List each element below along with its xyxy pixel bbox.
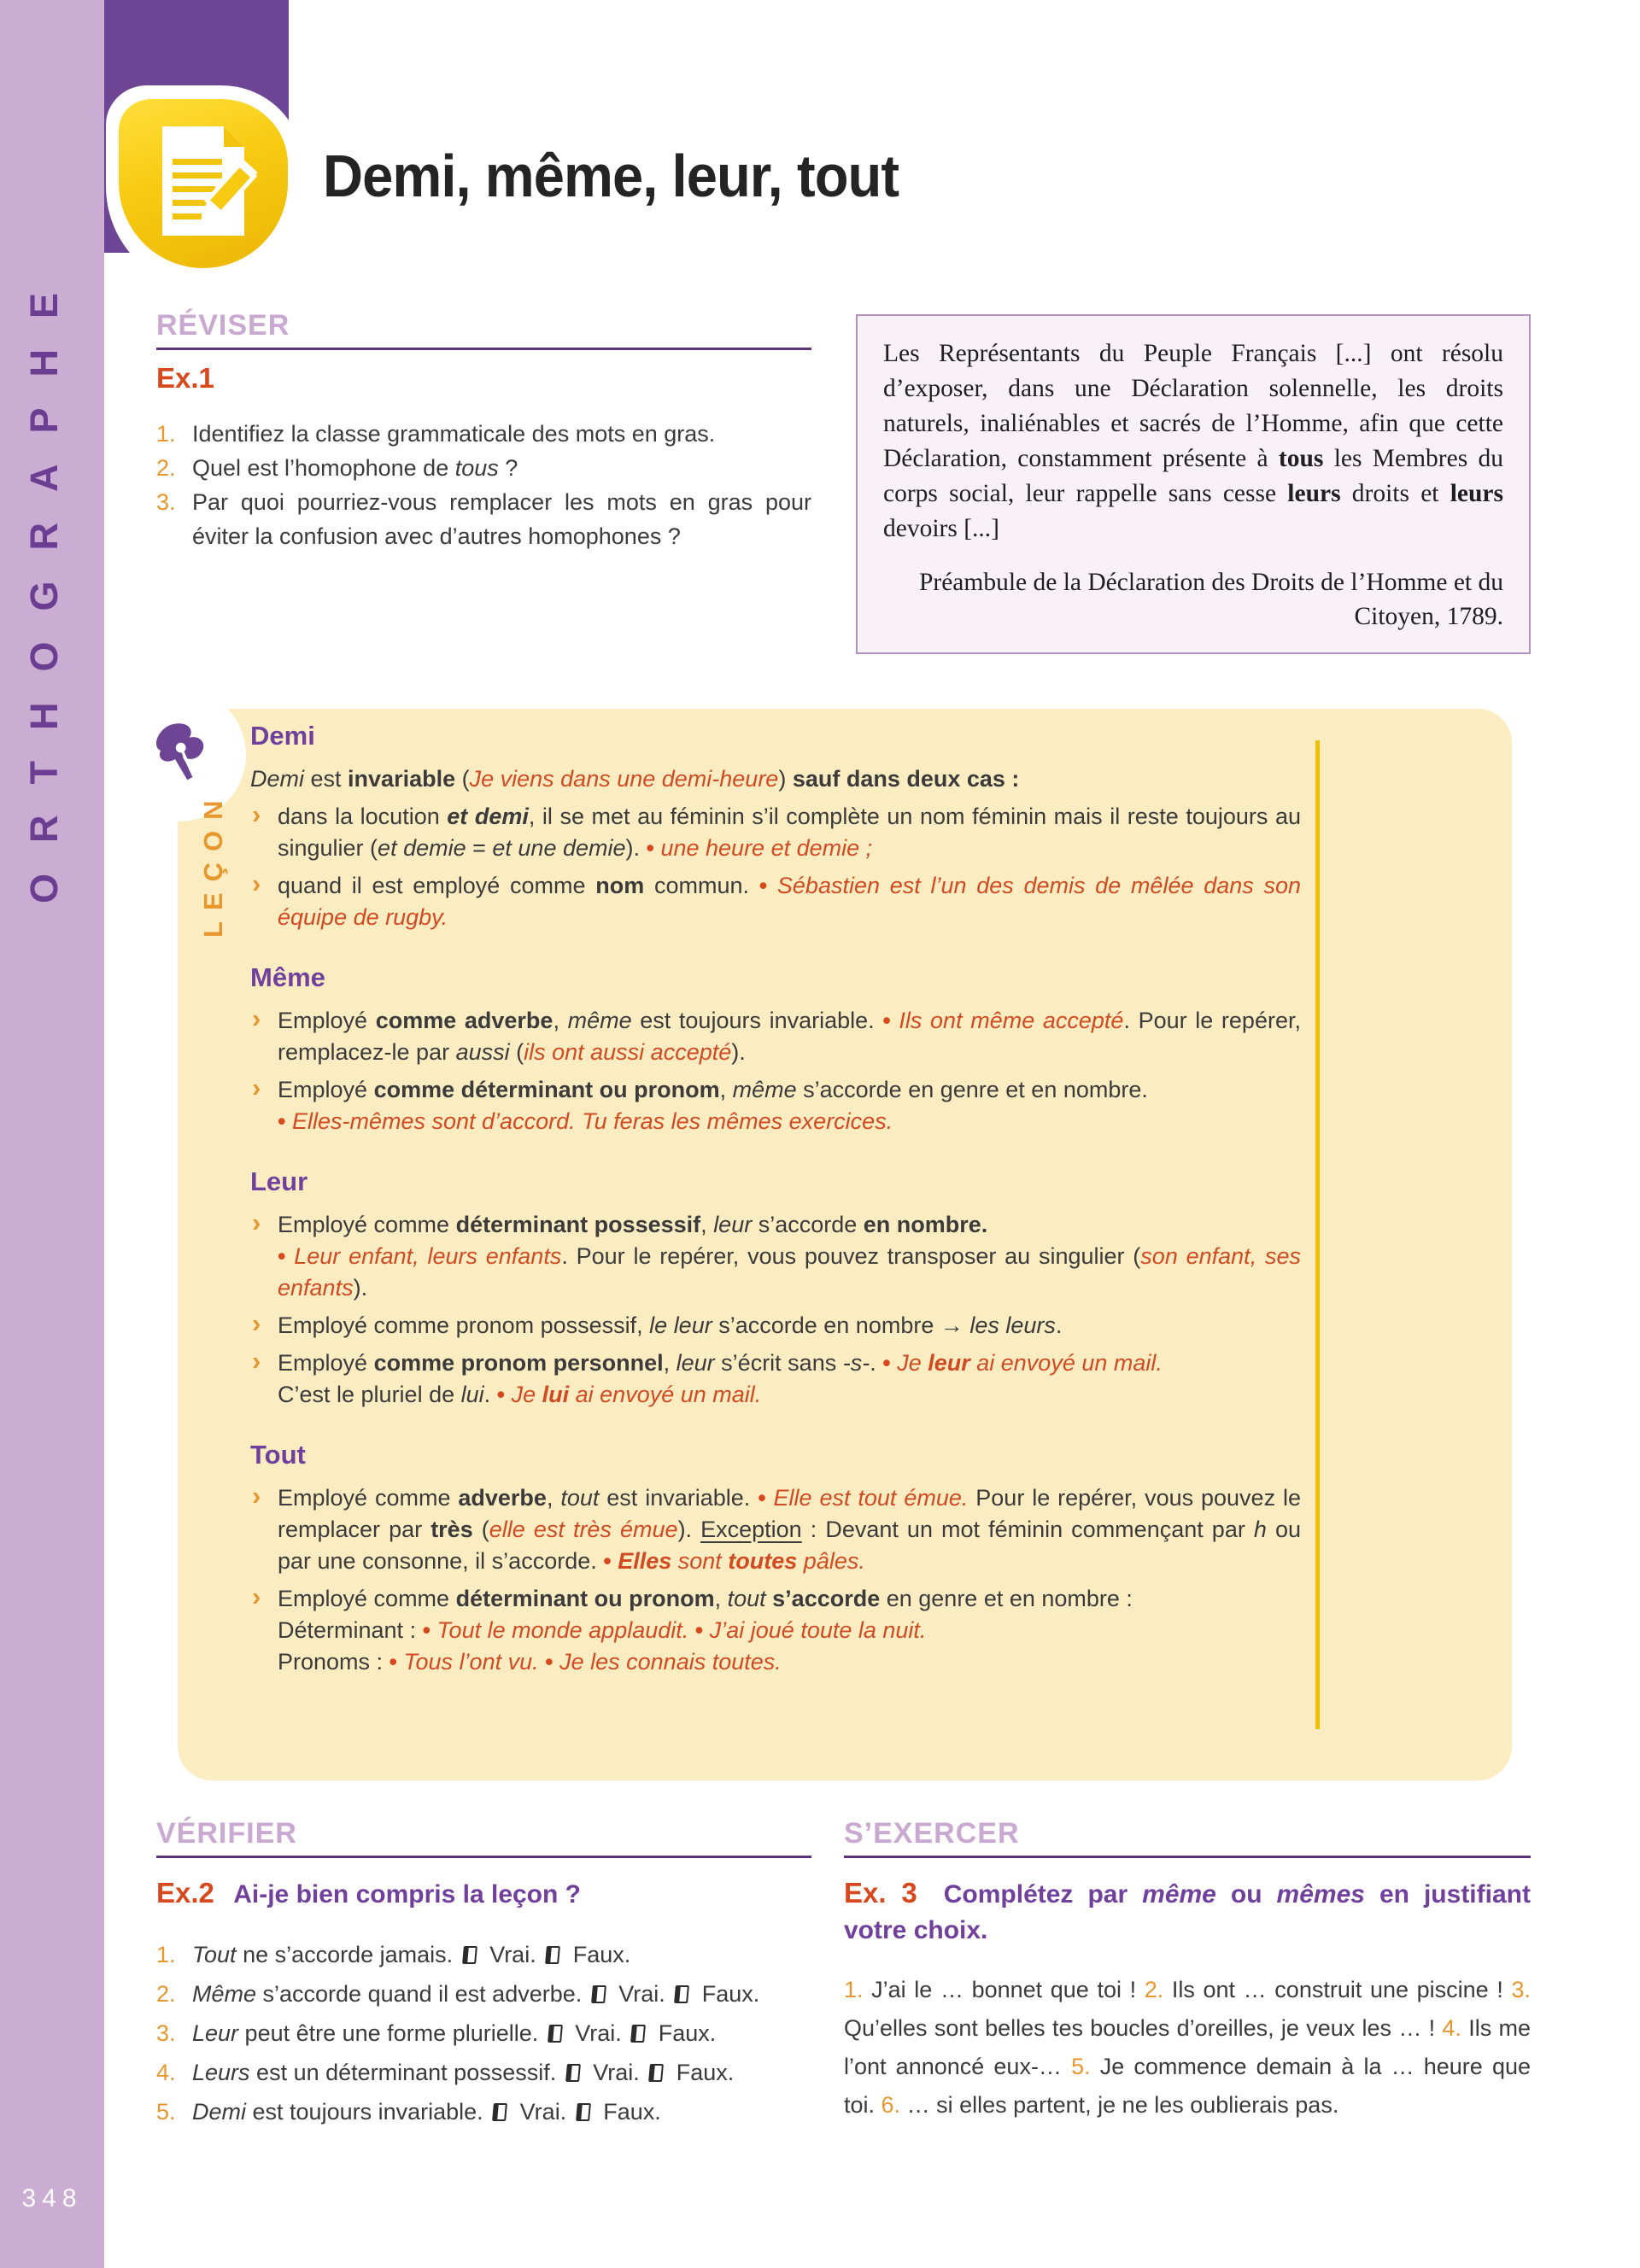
lesson-bullet: › Employé comme déterminant possessif, leur s’accorde en nombre. • Leur enfant, leurs enfants. Pour le repérer, vous pouvez transposer au singulier (son enfant, ses enfants).	[250, 1209, 1301, 1304]
lesson-bullet: › Employé comme déterminant ou pronom, tout s’accorde en genre et en nombre : Déterminant : • Tout le monde applaudit. • J’ai joué toute la nuit. Pronoms : • Tous l’ont vu. • Je les connais toutes.	[250, 1583, 1301, 1678]
verifier-heading: VÉRIFIER	[156, 1817, 297, 1850]
ex2-title: Ai-je bien compris la leçon ?	[233, 1880, 581, 1909]
reviser-question: 2. Quel est l’homophone de tous ?	[156, 451, 811, 485]
ex3-paragraph: 1. J’ai le … bonnet que toi ! 2. Ils ont … construit une piscine ! 3. Qu’elles sont belles tes boucles d’oreilles, je veux les … ! 4. Ils me l’ont annoncé eux-… 5. Je commence demain à la … heure que toi. 6. … si elles partent, je ne les oublierais pas.	[844, 1977, 1531, 2118]
lesson-section-leur	[250, 1166, 1301, 1411]
checkbox-glyph	[548, 2025, 563, 2043]
section-bullets-leur	[250, 1209, 1301, 1411]
item-number: 3.	[156, 489, 176, 515]
lesson-content	[250, 721, 1480, 1678]
checkbox-glyph	[545, 1946, 560, 1964]
lecon-vertical-label: LEÇON	[198, 789, 228, 938]
document-pencil-icon	[150, 121, 260, 246]
section-intro-demi: Demi est invariable (Je viens dans une demi-heure) sauf dans deux cas :	[250, 766, 1020, 792]
ex3-label: Ex. 3	[844, 1877, 917, 1909]
item-number: 1.	[156, 1942, 176, 1967]
reviser-heading: RÉVISER	[156, 309, 290, 342]
true-false-question: 5. Demi est toujours invariable. Vrai. Faux.	[156, 2092, 811, 2131]
checkbox-glyph	[492, 2103, 507, 2121]
quill-pen-icon	[144, 719, 215, 791]
section-heading-tout: Tout	[250, 1440, 306, 1470]
true-false-question: 4. Leurs est un déterminant possessif. Vrai. Faux.	[156, 2053, 811, 2092]
true-false-question: 2. Même s’accorde quand il est adverbe. Vrai. Faux.	[156, 1974, 811, 2014]
ex3-header	[844, 1875, 1531, 1949]
verifier-section	[156, 1817, 811, 2131]
verifier-question-list	[156, 1935, 811, 2131]
sexercer-rule	[844, 1856, 1531, 1858]
page-number: 348	[21, 2184, 83, 2212]
lesson-bullet: › Employé comme déterminant ou pronom, même s’accorde en genre et en nombre. • Elles-mêmes sont d’accord. Tu feras les mêmes exercices.	[250, 1074, 1301, 1137]
verifier-rule	[156, 1856, 811, 1858]
quote-attribution: Préambule de la Déclaration des Droits de l’Homme et du Citoyen, 1789.	[918, 569, 1503, 630]
checkbox-glyph	[576, 2103, 591, 2121]
lesson-bullet: › dans la locution et demi, il se met au féminin s’il complète un nom féminin mais il reste toujours au singulier (et demie = et une demie). • une heure et demie ;	[250, 801, 1301, 864]
section-bullets-tout	[250, 1482, 1301, 1678]
section-heading-demi: Demi	[250, 721, 315, 751]
true-false-question: 3. Leur peut être une forme plurielle. Vrai. Faux.	[156, 2014, 811, 2053]
ex2-label: Ex.2	[156, 1877, 214, 1909]
checkbox-glyph	[462, 1946, 477, 1964]
lesson-bullet: › Employé comme pronom possessif, le leur s’accorde en nombre → les leurs.	[250, 1310, 1301, 1342]
checkbox-glyph	[591, 1985, 606, 2003]
reviser-question: 3. Par quoi pourriez-vous remplacer les mots en gras pour éviter la confusion avec d’autres homophones ?	[156, 485, 811, 553]
lesson-bullet: › Employé comme adverbe, tout est invariable. • Elle est tout émue. Pour le repérer, vous pouvez le remplacer par très (elle est très émue). Exception : Devant un mot féminin commençant par h ou par une consonne, il s’accorde. • Elles sont toutes pâles.	[250, 1482, 1301, 1577]
checkbox-glyph	[630, 2025, 646, 2043]
item-number: 5.	[156, 2099, 176, 2125]
checkbox-glyph	[648, 2064, 664, 2082]
section-heading-leur: Leur	[250, 1166, 308, 1196]
reviser-question: 1. Identifiez la classe grammaticale des mots en gras.	[156, 417, 811, 451]
sidebar	[0, 0, 104, 2268]
item-number: 3.	[156, 2020, 176, 2046]
section-bullets-meme	[250, 1005, 1301, 1137]
section-heading-meme: Même	[250, 962, 325, 992]
reviser-section	[156, 309, 811, 553]
lesson-box	[178, 709, 1512, 1780]
true-false-question: 1. Tout ne s’accorde jamais. Vrai. Faux.	[156, 1935, 811, 1974]
quote-text: Les Représentants du Peuple Français [...] ont résolu d’exposer, dans une Déclaration solennelle, les droits naturels, inaliénables et sacrés de l’Homme, afin que cette Déclaration, constamment présente à tous les Membres du corps social, leur rappelle sans cesse leurs droits et leurs devoirs [...]	[883, 340, 1504, 542]
item-number: 4.	[156, 2060, 176, 2085]
lesson-section-tout	[250, 1440, 1301, 1678]
reviser-rule	[156, 348, 811, 350]
page-title: Demi, même, leur, tout	[323, 143, 899, 209]
sexercer-section	[844, 1817, 1531, 2125]
ex1-label: Ex.1	[156, 362, 214, 394]
checkbox-glyph	[674, 1985, 689, 2003]
sexercer-heading: S’EXERCER	[844, 1817, 1020, 1850]
quote-box	[856, 314, 1531, 654]
lesson-bullet: › Employé comme adverbe, même est toujours invariable. • Ils ont même accepté. Pour le repérer, remplacez-le par aussi (ils ont aussi accepté).	[250, 1005, 1301, 1068]
lesson-section-meme	[250, 962, 1301, 1137]
checkbox-glyph	[565, 2064, 581, 2082]
item-number: 2.	[156, 455, 176, 481]
section-bullets-demi	[250, 801, 1301, 933]
reviser-question-list	[156, 417, 811, 553]
item-number: 2.	[156, 1981, 176, 2007]
item-number: 1.	[156, 421, 176, 447]
lesson-bullet: › Employé comme pronom personnel, leur s’écrit sans -s-. • Je leur ai envoyé un mail. C’est le pluriel de lui. • Je lui ai envoyé un mail.	[250, 1347, 1301, 1411]
lesson-bullet: › quand il est employé comme nom commun. • Sébastien est l’un des demis de mêlée dans son équipe de rugby.	[250, 870, 1301, 933]
ex3-title: Complétez par même ou mêmes en justifiant votre choix.	[844, 1880, 1531, 1944]
ex2-header	[156, 1875, 811, 1913]
sidebar-vertical-label: ORTHOGRAPHE	[22, 261, 66, 903]
lesson-section-demi	[250, 721, 1301, 933]
